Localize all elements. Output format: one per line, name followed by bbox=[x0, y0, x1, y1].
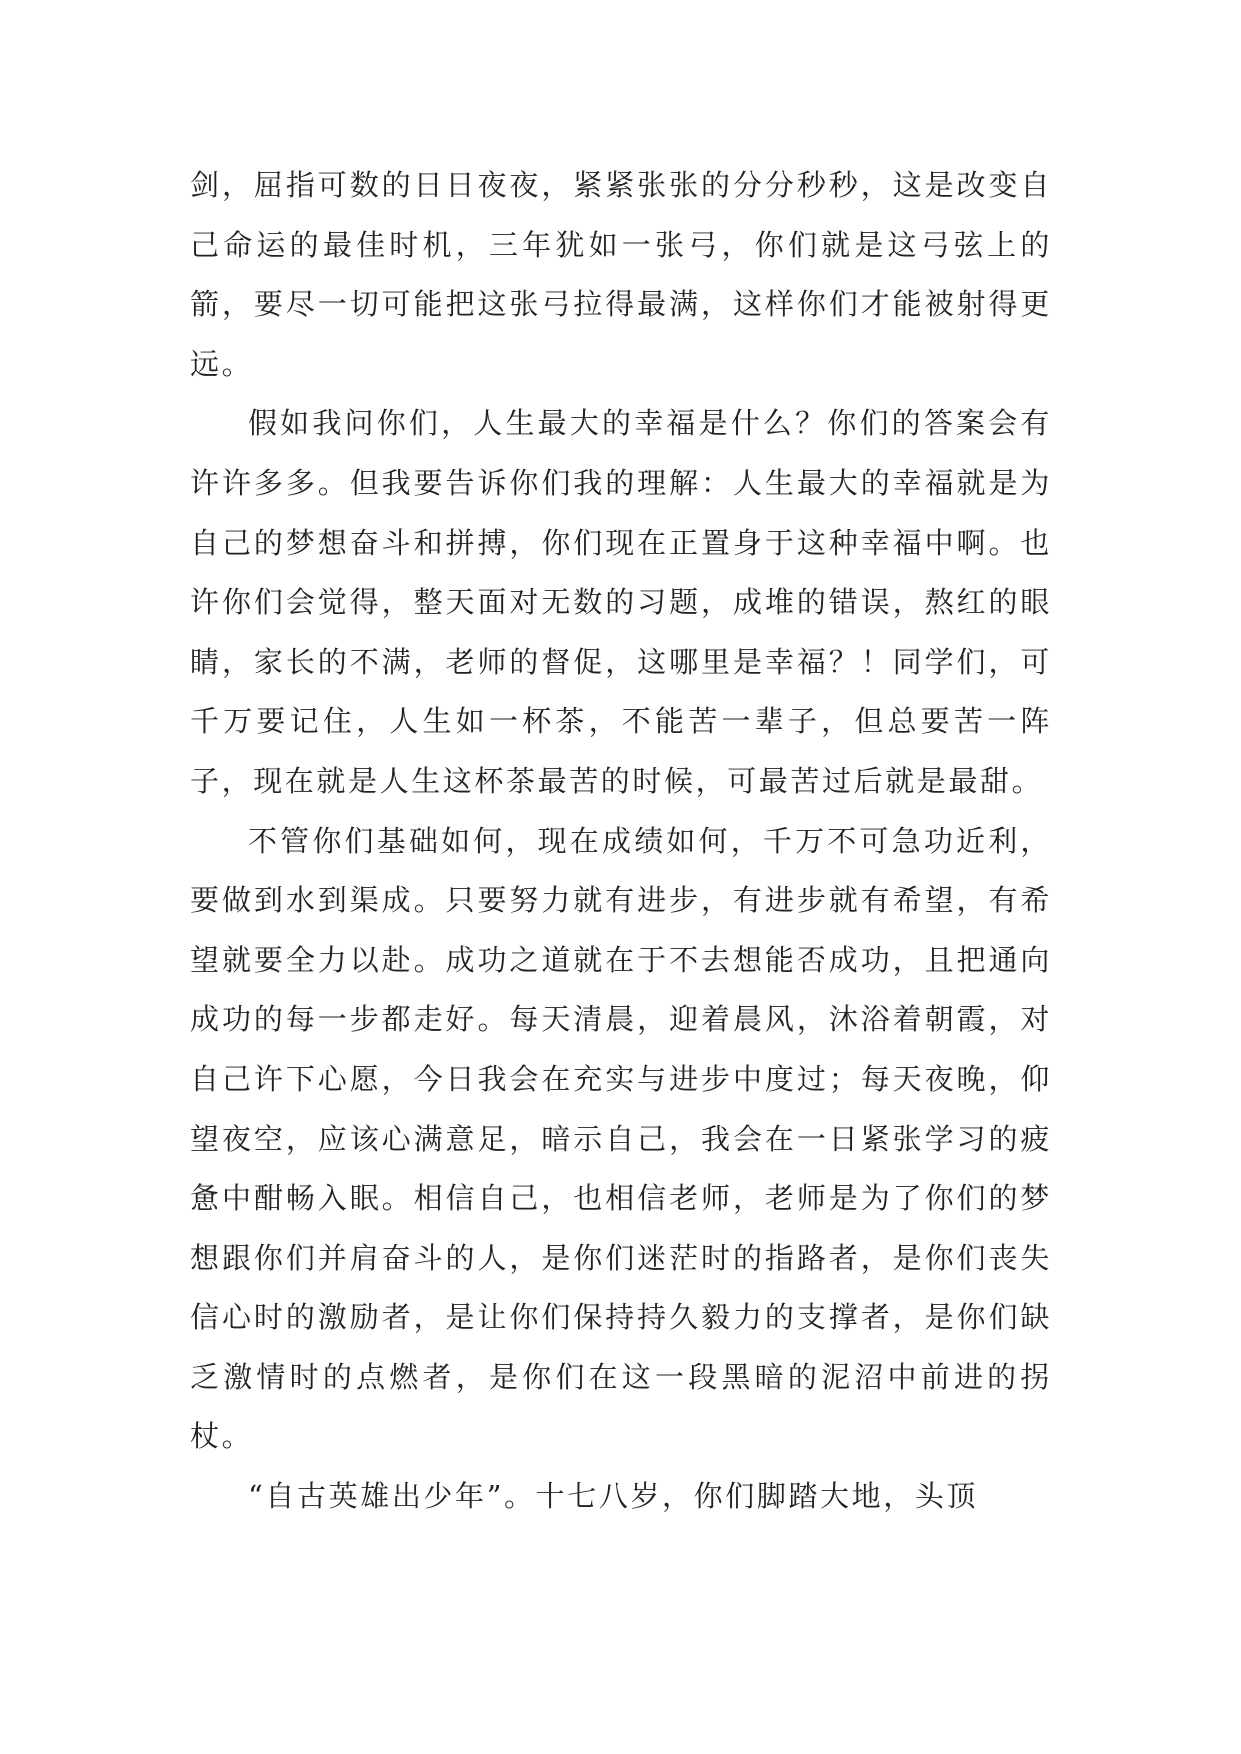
document-body bbox=[190, 156, 1052, 1527]
paragraph-effort: 不管你们基础如何，现在成绩如何，千万不可急功近利，要做到水到渠成。只要努力就有进步，有进步就有希望，有希望就要全力以赴。成功之道就在于不去想能否成功，且把通向成功的每一步都走好。每天清晨，迎着晨风，沐浴着朝霞，对自己许下心愿，今日我会在充实与进步中度过；每天夜晚，仰望夜空，应该心满意足，暗示自己，我会在一日紧张学习的疲惫中酣畅入眠。相信自己，也相信老师，老师是为了你们的梦想跟你们并肩奋斗的人，是你们迷茫时的指路者，是你们丧失信心时的激励者，是让你们保持持久毅力的支撑者，是你们缺乏激情时的点燃者，是你们在这一段黑暗的泥沼中前进的拐杖。 bbox=[190, 823, 1052, 1454]
paragraph-continued: 剑，屈指可数的日日夜夜，紧紧张张的分分秒秒，这是改变自己命运的最佳时机，三年犹如一张弓，你们就是这弓弦上的箭，要尽一切可能把这张弓拉得最满，这样你们才能被射得更远。 bbox=[190, 168, 1052, 381]
paragraph-happiness: 假如我问你们，人生最大的幸福是什么？你们的答案会有许许多多。但我要告诉你们我的理解：人生最大的幸福就是为自己的梦想奋斗和拼搏，你们现在正置身于这种幸福中啊。也许你们会觉得，整天面对无数的习题，成堆的错误，熬红的眼睛，家长的不满，老师的督促，这哪里是幸福？！同学们，可千万要记住，人生如一杯茶，不能苦一辈子，但总要苦一阵子，现在就是人生这杯茶最苦的时候，可最苦过后就是最甜。 bbox=[190, 406, 1052, 798]
paragraph-heroes: “自古英雄出少年”。十七八岁，你们脚踏大地，头顶 bbox=[248, 1479, 979, 1514]
